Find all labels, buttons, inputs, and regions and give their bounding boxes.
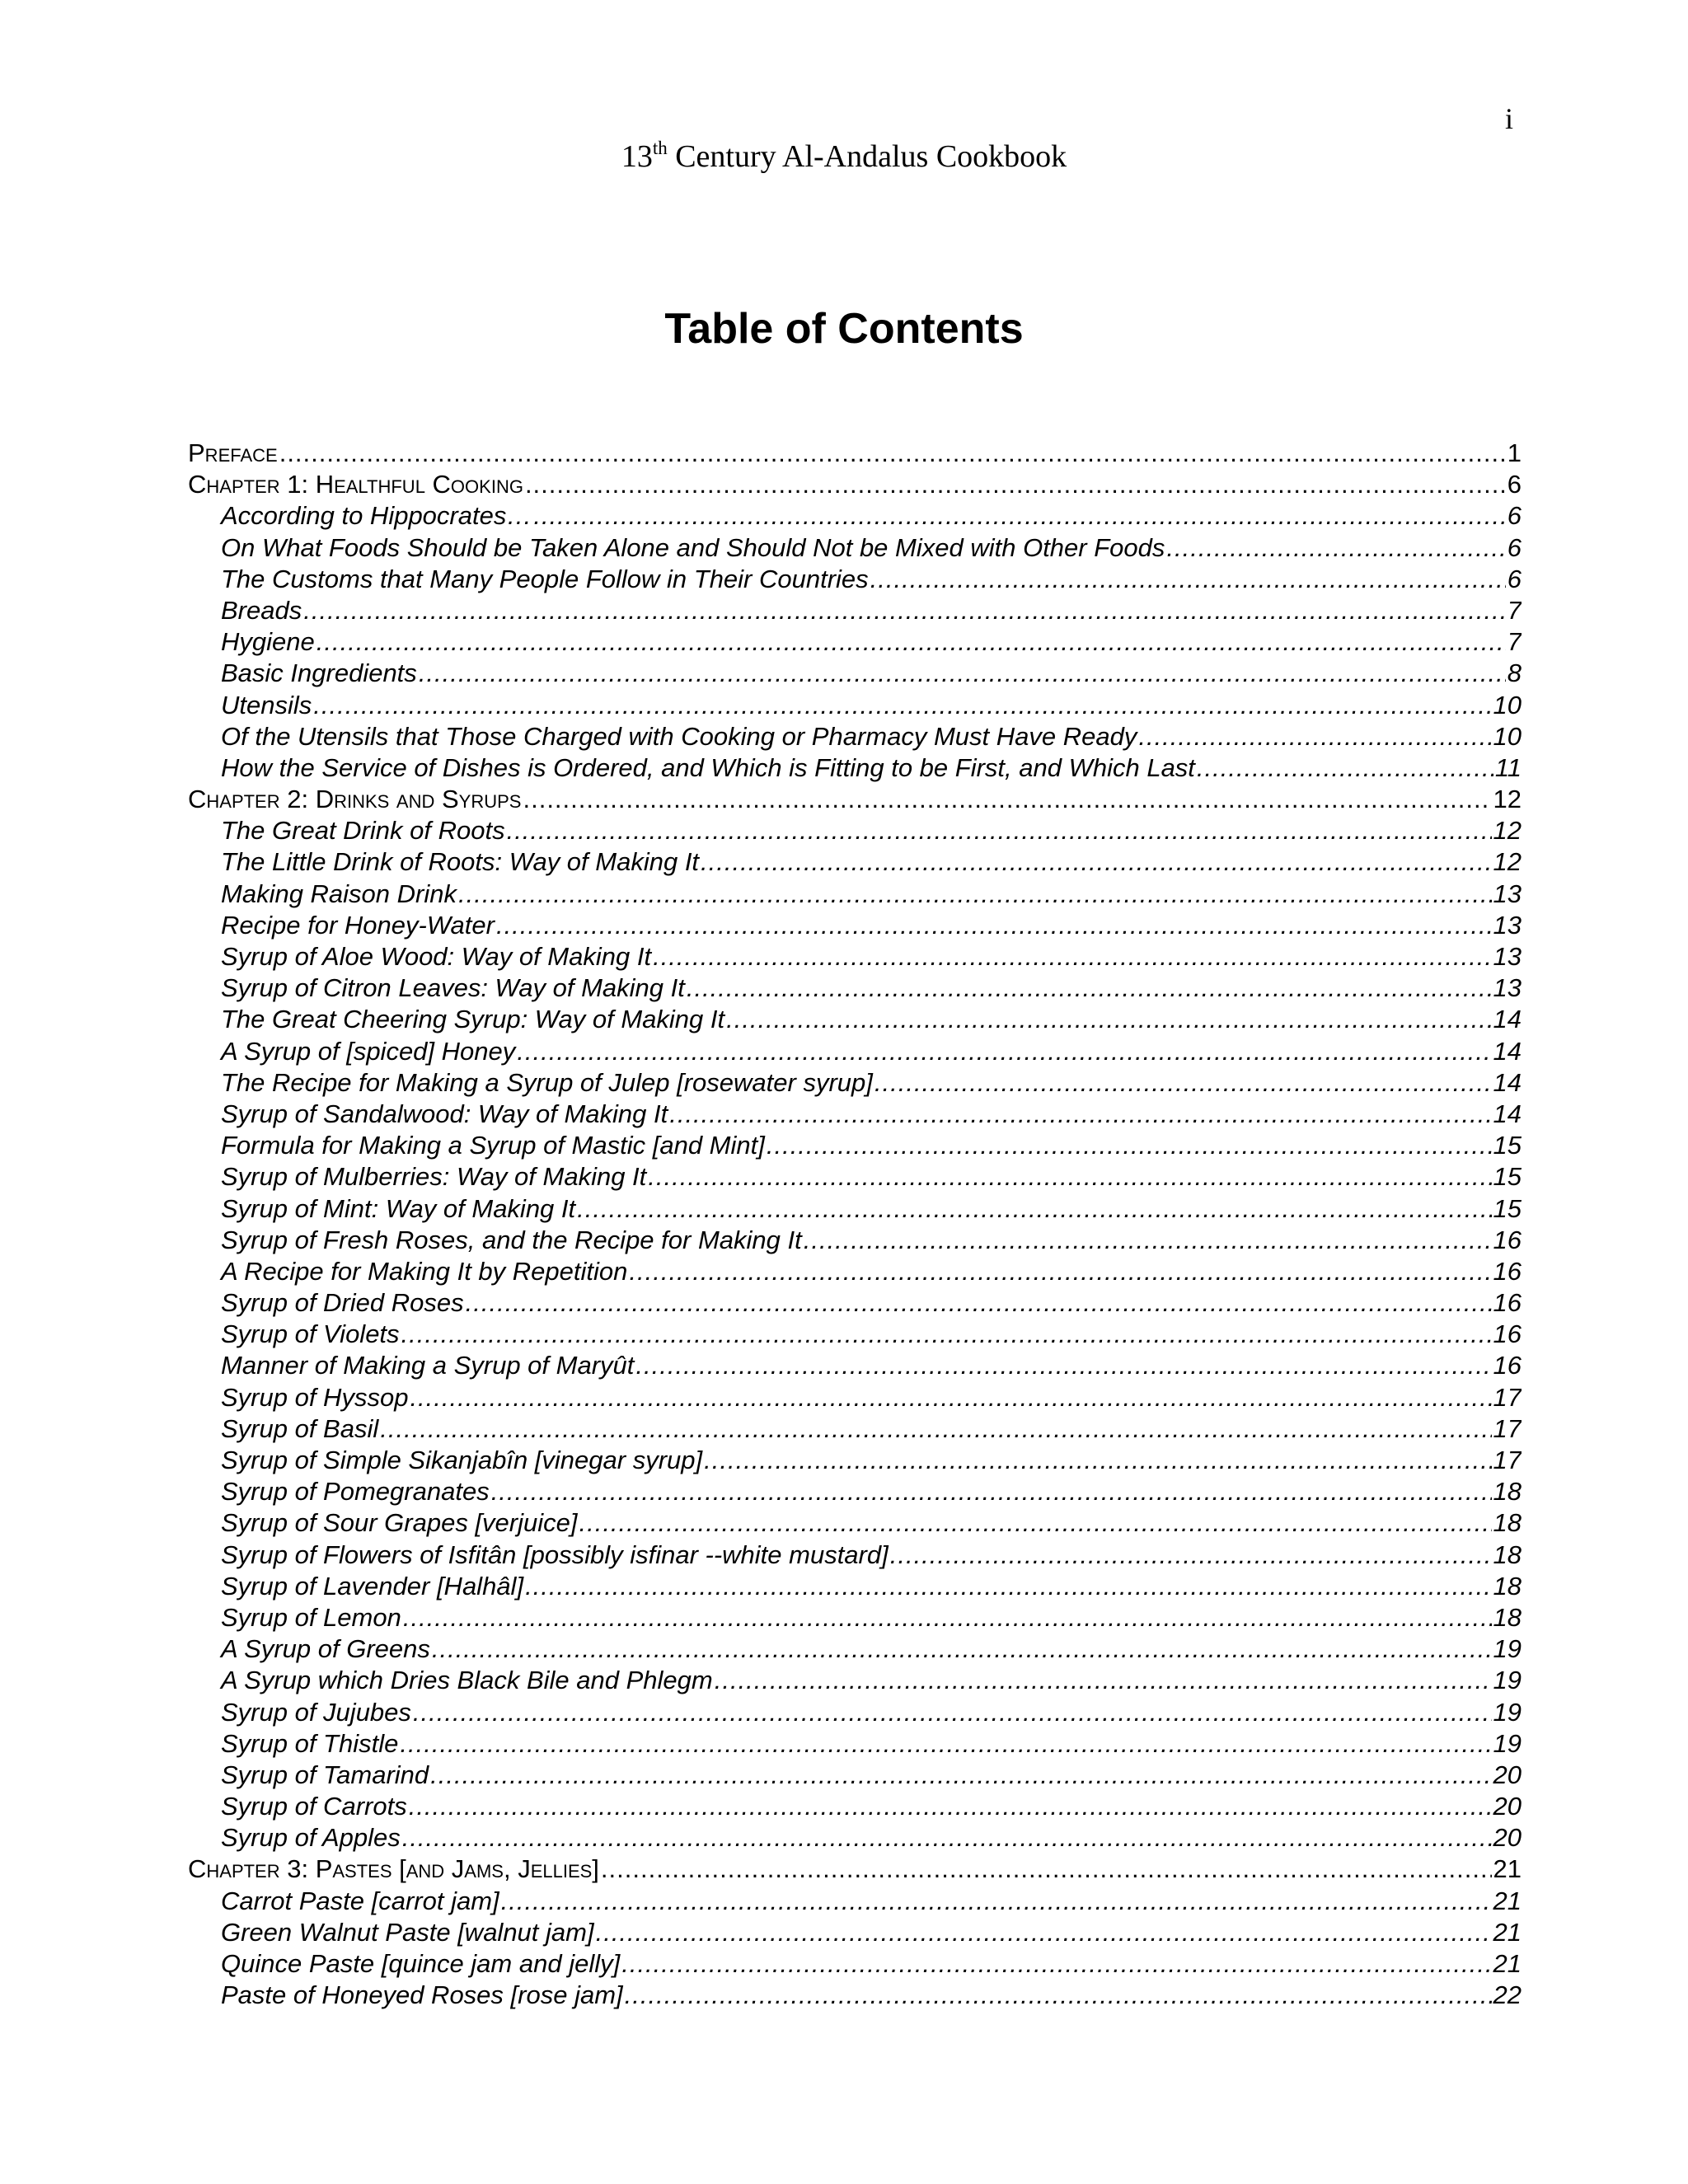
toc-entry-title: Carrot Paste [carrot jam] [221,1886,499,1915]
toc-entry-page-number: 20 [1493,1823,1522,1853]
dot-leader [804,1225,1492,1256]
header-title-text: Century Al-Andalus Cookbook [667,139,1067,174]
toc-entry-title: A Recipe for Making It by Repetition [221,1256,628,1286]
toc-entry-page-number: 14 [1493,1005,1522,1034]
toc-entry-page-number: 12 [1493,785,1522,814]
dot-leader [653,941,1491,972]
toc-entry-page-number: 16 [1493,1225,1522,1254]
toc-section-entry[interactable] [188,721,1522,752]
toc-section-entry[interactable] [188,752,1522,784]
toc-entry-page-number: 11 [1494,752,1522,782]
dot-leader [501,1886,1492,1917]
toc-entry-title: Preface [188,438,278,467]
dot-leader [419,658,1506,689]
toc-section-entry[interactable] [188,1760,1522,1791]
toc-section-entry[interactable] [188,1476,1522,1507]
toc-entry-page-number: 18 [1493,1571,1522,1601]
toc-entry-page-number: 19 [1493,1634,1522,1664]
toc-entry-title: A Syrup of Greens [221,1634,430,1664]
dot-leader [507,815,1492,846]
toc-section-entry[interactable] [188,879,1522,910]
dot-leader [870,564,1506,595]
toc-section-entry[interactable] [188,658,1522,689]
toc-chapter-entry[interactable] [188,784,1522,815]
toc-section-entry[interactable] [188,1917,1522,1948]
toc-section-entry[interactable] [188,1287,1522,1319]
toc-entry-title: A Syrup which Dries Black Bile and Phlegm [221,1666,713,1695]
dot-leader [430,1760,1491,1791]
dot-leader [413,1697,1492,1728]
dot-leader [601,1854,1492,1885]
dot-leader [687,972,1492,1004]
dot-leader [303,595,1506,626]
toc-entry-page-number: 22 [1493,1980,1522,2010]
toc-entry-title: Syrup of Carrots [221,1792,407,1821]
toc-section-entry[interactable] [188,1161,1522,1193]
toc-section-entry[interactable] [188,1319,1522,1350]
toc-entry-page-number: 15 [1493,1131,1522,1160]
toc-entry-title: According to Hippocrates… [221,501,532,531]
toc-entry-page-number: 18 [1493,1540,1522,1569]
toc-section-entry[interactable] [188,1791,1522,1822]
dot-leader [525,469,1506,500]
toc-entry-page-number: 13 [1493,973,1522,1003]
toc-entry-page-number: 16 [1493,1319,1522,1349]
toc-entry-page-number: 13 [1493,910,1522,940]
toc-section-entry[interactable] [188,1665,1522,1696]
toc-section-entry[interactable] [188,1193,1522,1225]
table-of-contents [188,438,1522,2011]
dot-leader [403,1602,1492,1633]
toc-entry-page-number: 1 [1507,438,1522,467]
dot-leader [496,910,1492,941]
toc-entry-page-number: 12 [1493,847,1522,877]
toc-section-entry[interactable] [188,1036,1522,1067]
toc-entry-title: Syrup of Flowers of Isfitân [possibly isfinar --white mustard] [221,1540,889,1569]
dot-leader [704,1445,1491,1476]
toc-entry-page-number: 18 [1493,1602,1522,1632]
toc-entry-title: Basic Ingredients [221,658,417,688]
dot-leader [701,846,1491,878]
toc-entry-page-number: 19 [1493,1728,1522,1758]
toc-entry-page-number: 17 [1493,1382,1522,1412]
toc-entry-page-number: 12 [1493,816,1522,846]
toc-section-entry[interactable] [188,1130,1522,1161]
toc-entry-title: Syrup of Sandalwood: Way of Making It [221,1099,668,1128]
dot-leader [715,1665,1492,1696]
toc-section-entry[interactable] [188,1728,1522,1760]
toc-entry-title: Making Raison Drink [221,879,457,908]
toc-entry-title: Syrup of Mint: Way of Making It [221,1193,576,1223]
dot-leader [517,1036,1491,1067]
toc-entry-title: Syrup of Fresh Roses, and the Recipe for Making It [221,1225,802,1254]
toc-entry-title: Syrup of Violets [221,1319,400,1349]
toc-section-entry[interactable] [188,1697,1522,1728]
dot-leader [874,1067,1492,1099]
toc-entry-page-number: 16 [1493,1256,1522,1286]
toc-entry-page-number: 17 [1493,1446,1522,1474]
toc-entry-title: The Recipe for Making a Syrup of Julep [rosewater syrup] [221,1067,873,1097]
toc-entry-page-number: 20 [1493,1792,1522,1821]
toc-entry-title: Syrup of Aloe Wood: Way of Making It [221,942,652,971]
toc-entry-title: Quince Paste [quince jam and jelly] [221,1949,621,1978]
toc-section-entry[interactable] [188,1948,1522,1980]
dot-leader [625,1980,1492,2011]
toc-section-entry[interactable] [188,1256,1522,1287]
toc-entry-title: Syrup of Lemon [221,1602,401,1632]
dot-leader [402,1822,1492,1854]
toc-entry-title: The Little Drink of Roots: Way of Making It [221,847,700,877]
toc-entry-page-number: 10 [1493,721,1522,751]
toc-section-entry[interactable] [188,500,1522,532]
dot-leader [596,1917,1492,1948]
toc-entry-title: The Customs that Many People Follow in Their Countries [221,564,869,593]
toc-section-entry[interactable] [188,1004,1522,1035]
toc-entry-title: Manner of Making a Syrup of Maryût [221,1351,635,1380]
dot-leader [400,1728,1491,1760]
toc-section-entry[interactable] [188,941,1522,972]
toc-entry-page-number: 6 [1507,564,1522,593]
dot-leader [890,1540,1492,1571]
toc-entry-title: Syrup of Mulberries: Way of Making It [221,1162,647,1192]
toc-entry-page-number: 19 [1493,1666,1522,1695]
toc-entry-title: On What Foods Should be Taken Alone and Should Not be Mixed with Other Foods [221,532,1165,562]
toc-section-entry[interactable] [188,910,1522,941]
header-ordinal-suffix: th [652,138,668,158]
toc-section-entry[interactable] [188,815,1522,846]
toc-chapter-entry[interactable] [188,1854,1522,1885]
toc-entry-title: Syrup of Hyssop [221,1382,409,1412]
toc-entry-title: Syrup of Tamarind [221,1760,429,1789]
toc-section-entry[interactable] [188,1980,1522,2011]
toc-section-entry[interactable] [188,1822,1522,1854]
toc-section-entry[interactable] [188,626,1522,658]
toc-section-entry[interactable] [188,595,1522,626]
toc-entry-page-number: 15 [1493,1162,1522,1192]
toc-entry-title: Syrup of Dried Roses [221,1288,464,1318]
toc-section-entry[interactable] [188,1886,1522,1917]
dot-leader [767,1130,1492,1161]
dot-leader [648,1161,1491,1193]
toc-section-entry[interactable] [188,532,1522,564]
dot-leader [432,1633,1492,1665]
running-header [0,132,1688,185]
toc-entry-page-number: 21 [1493,1949,1522,1978]
dot-leader [316,626,1506,658]
toc-section-entry[interactable] [188,1382,1522,1413]
toc-section-entry[interactable] [188,972,1522,1004]
toc-entry-page-number: 14 [1493,1036,1522,1066]
toc-entry-page-number: 18 [1493,1508,1522,1538]
toc-entry-page-number: 8 [1507,658,1522,688]
toc-section-entry[interactable] [188,1507,1522,1539]
header-century-number: 13 [621,139,653,174]
toc-entry-page-number: 17 [1493,1413,1522,1443]
toc-section-entry[interactable] [188,1633,1522,1665]
toc-section-entry[interactable] [188,1540,1522,1571]
toc-entry-title: Of the Utensils that Those Charged with Cooking or Pharmacy Must Have Ready [221,721,1137,751]
toc-entry-title: Syrup of Thistle [221,1728,399,1758]
toc-entry-page-number: 21 [1493,1854,1522,1884]
toc-section-entry[interactable] [188,1350,1522,1381]
dot-leader [523,784,1491,815]
dot-leader [533,500,1505,532]
dot-leader [409,1791,1492,1822]
toc-entry-title: Syrup of Pomegranates [221,1477,490,1507]
toc-chapter-entry[interactable] [188,438,1522,469]
toc-section-entry[interactable] [188,564,1522,595]
dot-leader [726,1004,1491,1035]
toc-section-entry[interactable] [188,1413,1522,1445]
toc-section-entry[interactable] [188,846,1522,878]
dot-leader [380,1413,1491,1445]
toc-entry-page-number: 21 [1493,1917,1522,1947]
toc-entry-page-number: 21 [1493,1886,1522,1915]
toc-entry-title: Syrup of Basil [221,1413,379,1443]
dot-leader [525,1571,1491,1602]
toc-entry-title: Paste of Honeyed Roses [rose jam] [221,1980,623,2010]
dot-leader [1197,752,1493,784]
dot-leader [579,1507,1491,1539]
page-title: Table of Contents [664,305,1024,353]
toc-entry-title: Recipe for Honey-Water [221,910,495,940]
dot-leader [466,1287,1492,1319]
dot-leader [669,1099,1491,1130]
toc-entry-title: Formula for Making a Syrup of Mastic [and Mint] [221,1131,765,1160]
toc-section-entry[interactable] [188,1099,1522,1130]
toc-entry-title: Green Walnut Paste [walnut jam] [221,1917,594,1947]
dot-leader [635,1350,1491,1381]
toc-section-entry[interactable] [188,690,1522,721]
toc-entry-page-number: 13 [1493,879,1522,908]
dot-leader [629,1256,1491,1287]
toc-chapter-entry[interactable] [188,469,1522,500]
toc-entry-page-number: 7 [1507,627,1522,657]
toc-entry-title: A Syrup of [spiced] Honey [221,1036,516,1066]
toc-entry-title: The Great Drink of Roots [221,816,505,846]
toc-entry-page-number: 13 [1493,942,1522,971]
toc-entry-page-number: 15 [1493,1193,1522,1223]
toc-section-entry[interactable] [188,1571,1522,1602]
toc-entry-page-number: 16 [1493,1351,1522,1380]
toc-entry-page-number: 14 [1493,1099,1522,1128]
dot-leader [621,1948,1491,1980]
toc-entry-page-number: 6 [1507,532,1522,562]
dot-leader [401,1319,1492,1350]
toc-entry-title: The Great Cheering Syrup: Way of Making It [221,1005,725,1034]
toc-entry-page-number: 18 [1493,1477,1522,1507]
toc-entry-page-number: 16 [1493,1288,1522,1318]
toc-entry-page-number: 7 [1507,595,1522,625]
toc-entry-page-number: 10 [1493,690,1522,719]
toc-entry-page-number: 6 [1507,501,1522,531]
page-number: i [1504,102,1513,135]
toc-entry-page-number: 14 [1493,1067,1522,1097]
toc-entry-page-number: 20 [1493,1760,1522,1789]
toc-entry-title: Syrup of Apples [221,1823,401,1853]
toc-entry-title: Chapter 3: Pastes [and Jams, Jellies] [188,1854,599,1884]
dot-leader [410,1382,1491,1413]
dot-leader [1166,532,1505,564]
toc-section-entry[interactable] [188,1225,1522,1256]
toc-entry-title: Syrup of Citron Leaves: Way of Making It [221,973,685,1003]
toc-entry-page-number: 19 [1493,1697,1522,1727]
dot-leader [577,1193,1491,1225]
toc-entry-page-number: 6 [1507,470,1522,499]
toc-section-entry[interactable] [188,1445,1522,1476]
toc-entry-title: Utensils [221,690,312,719]
dot-leader [458,879,1492,910]
toc-entry-title: Chapter 1: Healthful Cooking [188,470,523,499]
toc-section-entry[interactable] [188,1602,1522,1633]
toc-entry-title: Chapter 2: Drinks and Syrups [188,785,522,814]
toc-entry-title: Syrup of Lavender [Halhâl] [221,1571,524,1601]
toc-section-entry[interactable] [188,1067,1522,1099]
toc-entry-title: Syrup of Sour Grapes [verjuice] [221,1508,578,1538]
toc-entry-title: Hygiene [221,627,315,657]
dot-leader [279,438,1506,469]
dot-leader [313,690,1491,721]
toc-entry-title: Syrup of Simple Sikanjabîn [vinegar syrup] [221,1446,703,1474]
toc-entry-title: Syrup of Jujubes [221,1697,411,1727]
toc-entry-title: Breads [221,595,302,625]
dot-leader [1138,721,1491,752]
dot-leader [491,1476,1492,1507]
toc-entry-title: How the Service of Dishes is Ordered, and Which is Fitting to be First, and Which Last [221,752,1195,782]
